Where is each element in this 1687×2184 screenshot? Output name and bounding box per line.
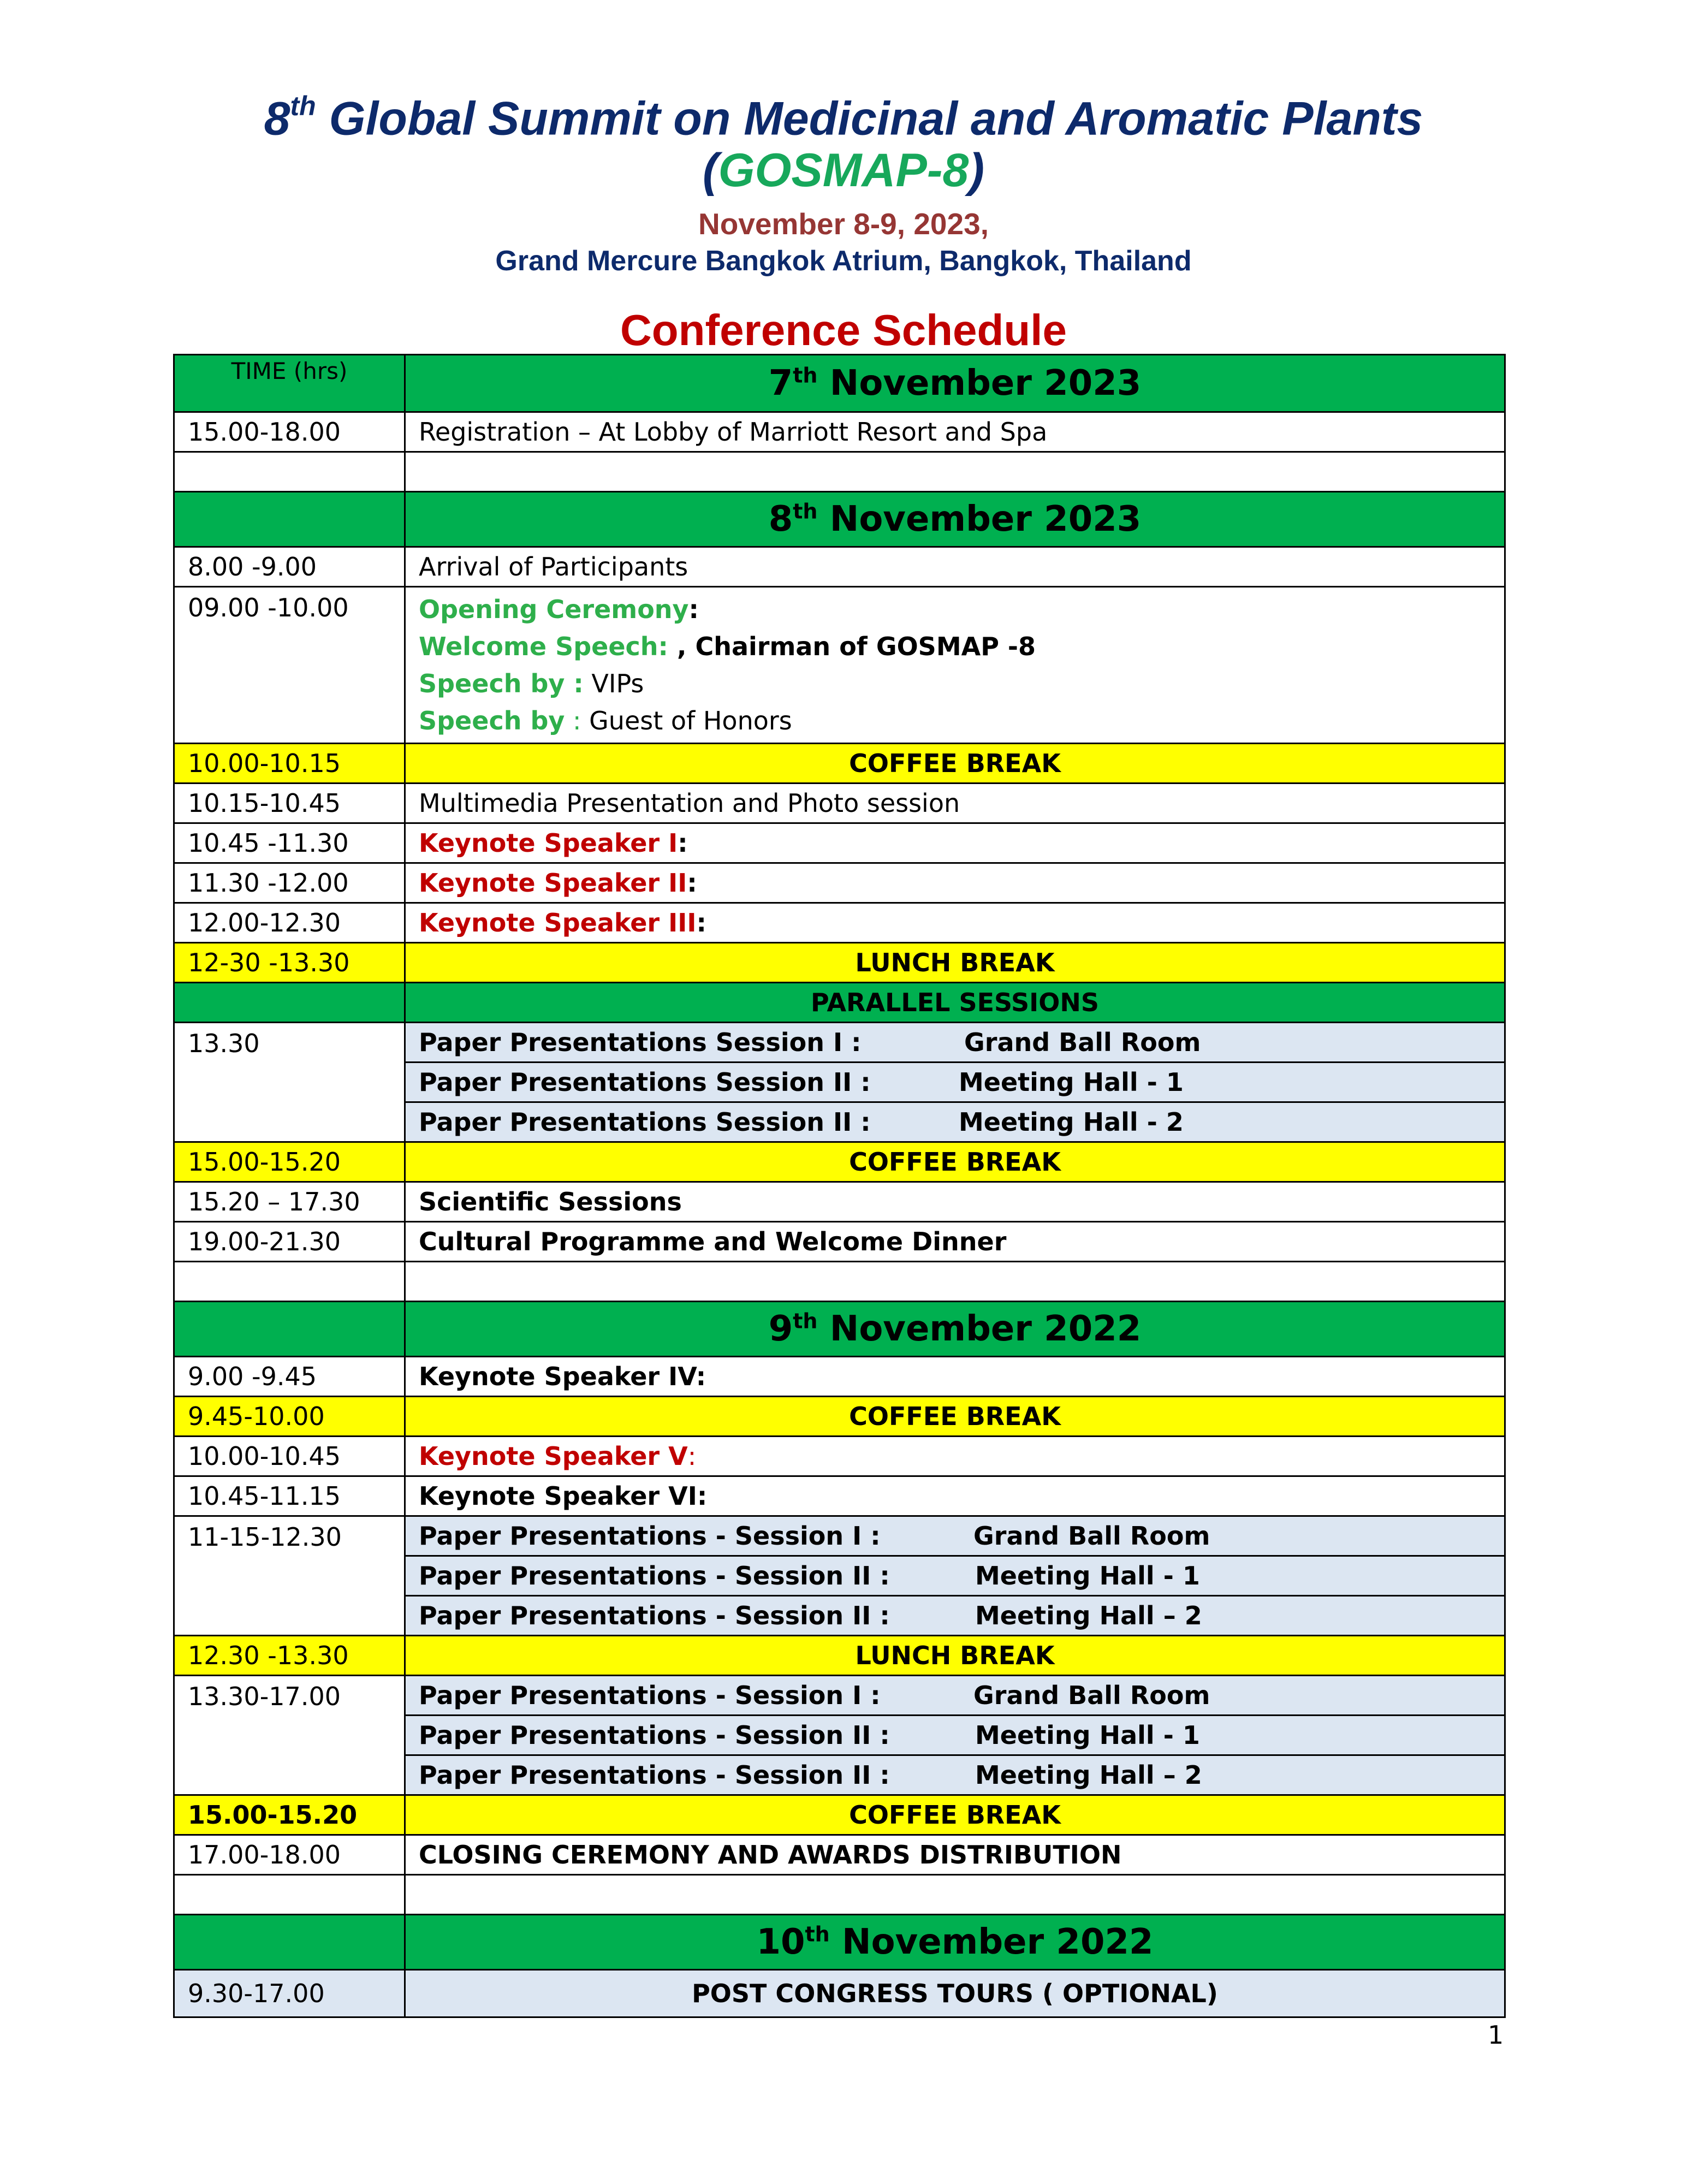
time-cell: 9.45-10.00 <box>174 1397 405 1437</box>
break-label: LUNCH BREAK <box>405 943 1505 983</box>
table-row <box>174 547 1505 587</box>
table-row <box>174 1970 1505 2017</box>
time-cell: 10.15-10.45 <box>174 784 405 823</box>
table-row <box>174 784 1505 823</box>
time-cell: 15.00-15.20 <box>174 1142 405 1182</box>
keynote-cell: Keynote Speaker II: <box>405 863 1505 903</box>
time-cell: 10.00-10.15 <box>174 744 405 784</box>
table-row <box>174 1676 1505 1716</box>
time-cell: 8.00 -9.00 <box>174 547 405 587</box>
schedule-title: Conference Schedule <box>620 306 1067 354</box>
break-label: COFFEE BREAK <box>405 1795 1505 1835</box>
day-title: 10th November 2022 <box>405 1915 1505 1970</box>
day-title: 9th November 2022 <box>405 1302 1505 1357</box>
break-label: COFFEE BREAK <box>405 744 1505 784</box>
time-cell: 15.20 – 17.30 <box>174 1182 405 1222</box>
time-cell: 15.00-15.20 <box>174 1795 405 1835</box>
keynote-cell: Keynote Speaker I: <box>405 823 1505 863</box>
table-row <box>174 1516 1505 1556</box>
session-cell: Paper Presentations Session II : Meeting Hall - 1 <box>405 1063 1505 1102</box>
spacer-row <box>174 452 1505 492</box>
day-header-row <box>174 355 1505 412</box>
day-header-row <box>174 492 1505 547</box>
table-row <box>174 1222 1505 1262</box>
break-row <box>174 1397 1505 1437</box>
session-cell: Paper Presentations Session I : Grand Ball Room <box>405 1023 1505 1063</box>
event-cell: CLOSING CEREMONY AND AWARDS DISTRIBUTION <box>405 1835 1505 1875</box>
session-cell: Paper Presentations - Session I : Grand Ball Room <box>405 1676 1505 1716</box>
keynote-cell: Keynote Speaker IV: <box>405 1357 1505 1397</box>
event-cell: POST CONGRESS TOURS ( OPTIONAL) <box>405 1970 1505 2017</box>
time-cell: 19.00-21.30 <box>174 1222 405 1262</box>
spacer-row <box>174 1262 1505 1302</box>
time-cell: 9.00 -9.45 <box>174 1357 405 1397</box>
time-cell: 17.00-18.00 <box>174 1835 405 1875</box>
conference-dates: November 8-9, 2023, <box>698 207 989 241</box>
parallel-sessions-label: PARALLEL SESSIONS <box>405 983 1505 1023</box>
table-row <box>174 1182 1505 1222</box>
time-column-header: TIME (hrs) <box>174 355 405 412</box>
table-row <box>174 412 1505 452</box>
session-cell: Paper Presentations - Session II : Meeting Hall – 2 <box>405 1596 1505 1636</box>
table-row <box>174 823 1505 863</box>
time-cell: 9.30-17.00 <box>174 1970 405 2017</box>
day-title: 7th November 2023 <box>405 355 1505 412</box>
spacer-row <box>174 1875 1505 1915</box>
table-row <box>174 1357 1505 1397</box>
session-cell: Paper Presentations - Session II : Meeting Hall – 2 <box>405 1755 1505 1795</box>
table-row <box>174 1835 1505 1875</box>
table-row <box>174 1023 1505 1063</box>
table-row <box>174 1476 1505 1516</box>
day-title: 8th November 2023 <box>405 492 1505 547</box>
time-cell: 09.00 -10.00 <box>174 587 405 744</box>
session-cell: Paper Presentations - Session II : Meeting Hall - 1 <box>405 1556 1505 1596</box>
break-label: COFFEE BREAK <box>405 1397 1505 1437</box>
event-cell: Registration – At Lobby of Marriott Resort and Spa <box>405 412 1505 452</box>
keynote-cell: Keynote Speaker V: <box>405 1437 1505 1476</box>
time-cell: 12.00-12.30 <box>174 903 405 943</box>
event-cell: Multimedia Presentation and Photo session <box>405 784 1505 823</box>
keynote-cell: Keynote Speaker III: <box>405 903 1505 943</box>
page-number: 1 <box>1488 2020 1504 2050</box>
break-row <box>174 1795 1505 1835</box>
time-cell: 13.30 <box>174 1023 405 1142</box>
time-cell: 10.45 -11.30 <box>174 823 405 863</box>
break-label: LUNCH BREAK <box>405 1636 1505 1676</box>
keynote-cell: Keynote Speaker VI: <box>405 1476 1505 1516</box>
time-cell: 11.30 -12.00 <box>174 863 405 903</box>
time-cell: 15.00-18.00 <box>174 412 405 452</box>
table-row <box>174 863 1505 903</box>
break-label: COFFEE BREAK <box>405 1142 1505 1182</box>
time-cell: 10.00-10.45 <box>174 1437 405 1476</box>
day-header-row <box>174 1915 1505 1970</box>
time-cell: 11-15-12.30 <box>174 1516 405 1636</box>
table-row <box>174 1437 1505 1476</box>
session-cell: Paper Presentations Session II : Meeting Hall - 2 <box>405 1102 1505 1142</box>
time-cell: 10.45-11.15 <box>174 1476 405 1516</box>
time-cell: 12.30 -13.30 <box>174 1636 405 1676</box>
opening-ceremony-cell: Opening Ceremony: Welcome Speech: , Chairman of GOSMAP -8 Speech by : VIPs Speech by : Guest of Honors <box>405 587 1505 744</box>
conference-acronym: (GOSMAP-8) <box>702 144 984 197</box>
day-header-row <box>174 1302 1505 1357</box>
break-row <box>174 1142 1505 1182</box>
schedule-table <box>173 354 1506 2018</box>
event-cell: Scientific Sessions <box>405 1182 1505 1222</box>
session-cell: Paper Presentations - Session II : Meeting Hall - 1 <box>405 1716 1505 1755</box>
table-row <box>174 587 1505 744</box>
time-cell: 13.30-17.00 <box>174 1676 405 1795</box>
session-cell: Paper Presentations - Session I : Grand Ball Room <box>405 1516 1505 1556</box>
event-cell: Cultural Programme and Welcome Dinner <box>405 1222 1505 1262</box>
event-cell: Arrival of Participants <box>405 547 1505 587</box>
break-row <box>174 943 1505 983</box>
conference-title: 8th Global Summit on Medicinal and Aromatic Plants <box>264 91 1423 145</box>
conference-venue: Grand Mercure Bangkok Atrium, Bangkok, Thailand <box>495 245 1192 277</box>
break-row <box>174 1636 1505 1676</box>
parallel-sessions-row <box>174 983 1505 1023</box>
time-cell: 12-30 -13.30 <box>174 943 405 983</box>
table-row <box>174 903 1505 943</box>
break-row <box>174 744 1505 784</box>
